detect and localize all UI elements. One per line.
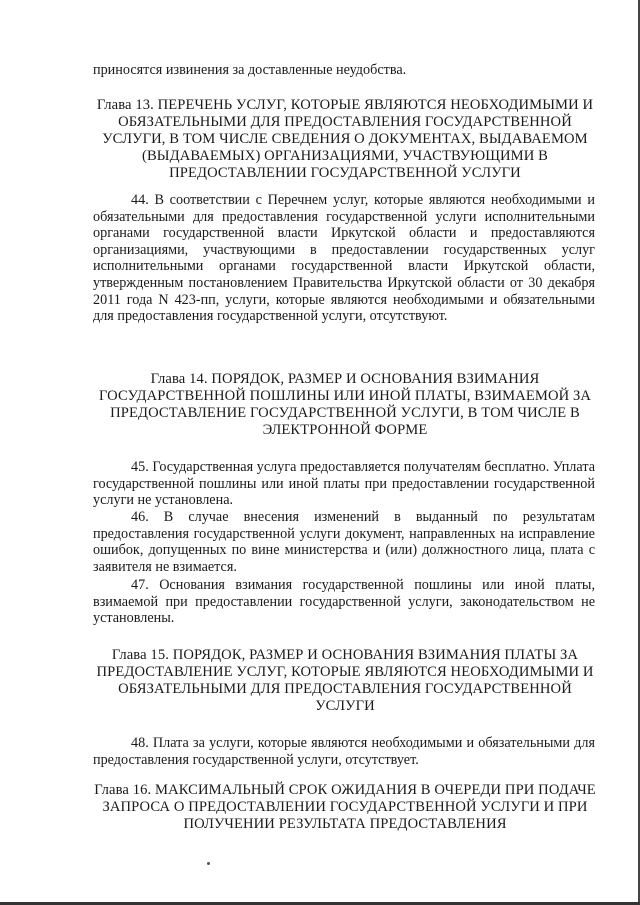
chapter-16-heading: Глава 16. МАКСИМАЛЬНЫЙ СРОК ОЖИДАНИЯ В ОЧЕРЕДИ ПРИ ПОДАЧЕ ЗАПРОСА О ПРЕДОСТАВЛЕНИИ ГОСУДАРСТВЕННОЙ УСЛУГИ И ПРИ ПОЛУЧЕНИИ РЕЗУЛЬТАТА ПРЕДОСТАВЛЕНИЯ — [94, 782, 596, 832]
paragraph-44: 44. В соответствии с Перечнем услуг, которые являются необходимыми и обязательными для предоставления государственной услуги исполнительными органами государственной власти Иркутской области и предоставляются организациями, участвующими в предоставлении государственных услуг исполнительными органами государственной власти Иркутской области, утвержденным постановлением Правительства Иркутской области от 30 декабря 2011 года N 423-пп, услуги, которые являются необходимыми и обязательными для предоставления государственной услуги, отсутствуют. — [93, 192, 595, 325]
paragraph-45: 45. Государственная услуга предоставляется получателям бесплатно. Уплата государственной пошлины или иной платы при предоставлении государственной услуги не установлена. — [93, 459, 595, 509]
paragraph-48: 48. Плата за услуги, которые являются необходимыми и обязательными для предоставления государственной услуги, отсутствует. — [93, 735, 595, 768]
scan-speck — [207, 862, 210, 865]
paragraph-46: 46. В случае внесения изменений в выданный по результатам предоставления государственной услуги документ, направленных на исправление ошибок, допущенных по вине министерства и (или) должностного лица, плата с заявителя не взимается. — [93, 509, 595, 575]
chapter-14-heading: Глава 14. ПОРЯДОК, РАЗМЕР И ОСНОВАНИЯ ВЗИМАНИЯ ГОСУДАРСТВЕННОЙ ПОШЛИНЫ ИЛИ ИНОЙ ПЛАТЫ, ВЗИМАЕМОЙ ЗА ПРЕДОСТАВЛЕНИЕ ГОСУДАРСТВЕННОЙ УСЛУГИ, В ТОМ ЧИСЛЕ В ЭЛЕКТРОННОЙ ФОРМЕ — [98, 371, 592, 438]
intro-line: приносятся извинения за доставленные неудобства. — [93, 62, 407, 78]
chapter-13-heading: Глава 13. ПЕРЕЧЕНЬ УСЛУГ, КОТОРЫЕ ЯВЛЯЮТСЯ НЕОБХОДИМЫМИ И ОБЯЗАТЕЛЬНЫМИ ДЛЯ ПРЕДОСТАВЛЕНИЯ ГОСУДАРСТВЕННОЙ УСЛУГИ, В ТОМ ЧИСЛЕ СВЕДЕНИЯ О ДОКУМЕНТАХ, ВЫДАВАЕМОМ (ВЫДАВАЕМЫХ) ОРГАНИЗАЦИЯМИ, УЧАСТВУЮЩИМИ В ПРЕДОСТАВЛЕНИИ ГОСУДАРСТВЕННОЙ УСЛУГИ — [96, 97, 594, 181]
paragraph-47: 47. Основания взимания государственной пошлины или иной платы, взимаемой при предоставлении государственной услуги, законодательством не установлены. — [93, 577, 595, 627]
chapter-15-heading: Глава 15. ПОРЯДОК, РАЗМЕР И ОСНОВАНИЯ ВЗИМАНИЯ ПЛАТЫ ЗА ПРЕДОСТАВЛЕНИЕ УСЛУГ, КОТОРЫЕ ЯВЛЯЮТСЯ НЕОБХОДИМЫМИ И ОБЯЗАТЕЛЬНЫМИ ДЛЯ ПРЕДОСТАВЛЕНИЯ ГОСУДАРСТВЕННОЙ УСЛУГИ — [96, 647, 594, 714]
